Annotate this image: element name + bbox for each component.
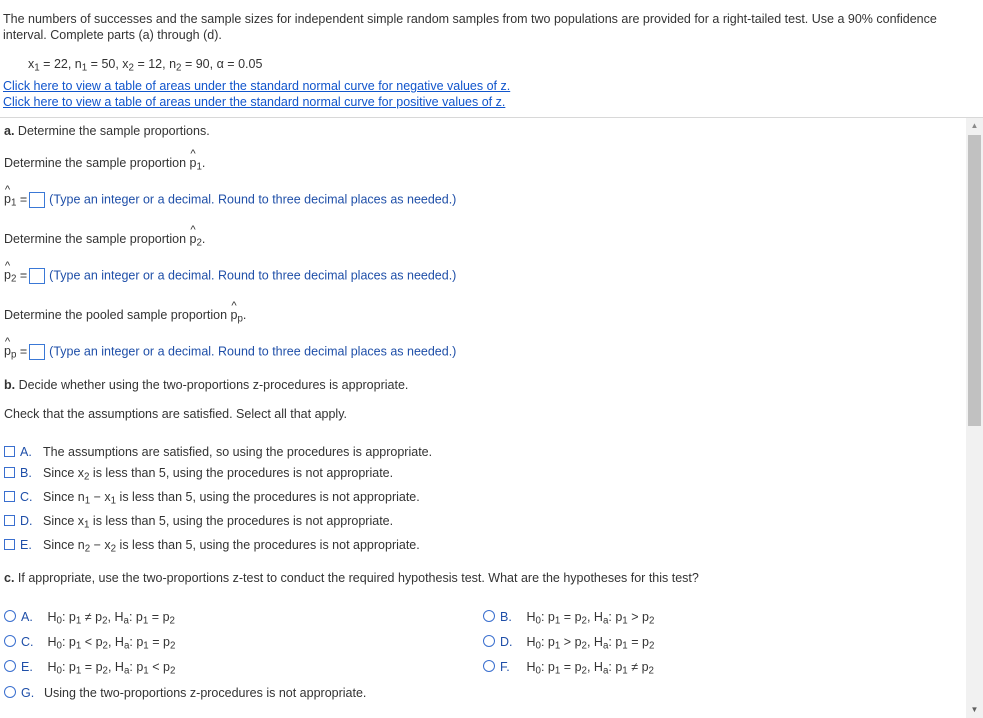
p2-answer-row: ^ $p_2$ = (Type an integer or a decimal. Round to three decimal places as needed.)	[4, 268, 456, 285]
positive-z-table-link[interactable]: Click here to view a table of areas under the standard normal curve for positive values of z.	[3, 95, 506, 109]
part-c-heading: c. If appropriate, use the two-proportions z-test to conduct the required hypothesis test. What are the hypotheses for this test?	[4, 571, 699, 585]
given-parameters: $x_1 = 22$, $n_1 = 50$, $x_2 = 12$, $n_2 = 90$, α = 0.05	[28, 57, 263, 74]
check-option-c[interactable]: C. Since $n_1 - x_1$ is less than 5, using the procedures is not appropriate.	[4, 490, 420, 506]
checkbox[interactable]	[4, 515, 15, 526]
radio[interactable]	[4, 686, 16, 698]
radio-option-c[interactable]: C. $H_0$: $p_1 < p_2$, $H_a$: $p_1 = p_2$	[4, 635, 175, 651]
radio-option-e[interactable]: E. $H_0$: $p_1 = p_2$, $H_a$: $p_1 < p_2$	[4, 660, 175, 676]
question-intro: The numbers of successes and the sample sizes for independent simple random samples from two populations are provided for a right-tailed test. Use a 90% confidence interval. Complete parts (a) through (d).	[3, 12, 937, 42]
radio[interactable]	[4, 610, 16, 622]
p2-prompt: Determine the sample proportion ^ $p_2$.	[4, 232, 205, 248]
radio[interactable]	[4, 660, 16, 672]
radio-option-f[interactable]: F. $H_0$: $p_1 = p_2$, $H_a$: $p_1 \ne p_2$	[483, 660, 654, 676]
pp-prompt: Determine the pooled sample proportion ^ $p_p$.	[4, 308, 246, 324]
scroll-thumb[interactable]	[968, 135, 981, 426]
radio-option-a[interactable]: A. $H_0$: $p_1 \ne p_2$, $H_a$: $p_1 = p_2$	[4, 610, 175, 626]
pp-answer-row: ^ $p_p$ = (Type an integer or a decimal. Round to three decimal places as needed.)	[4, 344, 456, 361]
p1-prompt: Determine the sample proportion ^ $p_1$.	[4, 156, 205, 172]
p1-input[interactable]	[29, 192, 45, 208]
radio-option-g[interactable]: G. Using the two-proportions z-procedures is not appropriate.	[4, 686, 366, 700]
vertical-scrollbar[interactable]	[966, 118, 983, 718]
check-option-d[interactable]: D. Since $x_1$ is less than 5, using the procedures is not appropriate.	[4, 514, 393, 530]
radio-option-b[interactable]: B. $H_0$: $p_1 = p_2$, $H_a$: $p_1 > p_2$	[483, 610, 654, 626]
question-content	[0, 118, 966, 718]
checkbox[interactable]	[4, 491, 15, 502]
radio[interactable]	[483, 660, 495, 672]
check-option-b[interactable]: B. Since $x_2$ is less than 5, using the procedures is not appropriate.	[4, 466, 393, 482]
check-option-a[interactable]: A. The assumptions are satisfied, so using the procedures is appropriate.	[4, 445, 432, 459]
pp-input[interactable]	[29, 344, 45, 360]
p1-answer-row: ^ $p_1$ = (Type an integer or a decimal. Round to three decimal places as needed.)	[4, 192, 456, 209]
checkbox[interactable]	[4, 446, 15, 457]
negative-z-table-link[interactable]: Click here to view a table of areas under the standard normal curve for negative values of z.	[3, 79, 511, 93]
part-b-heading: b. Decide whether using the two-proportions z-procedures is appropriate.	[4, 378, 409, 392]
radio[interactable]	[4, 635, 16, 647]
checkbox[interactable]	[4, 539, 15, 550]
part-b-instruction: Check that the assumptions are satisfied. Select all that apply.	[4, 407, 348, 421]
p2-input[interactable]	[29, 268, 45, 284]
checkbox[interactable]	[4, 467, 15, 478]
radio-option-d[interactable]: D. $H_0$: $p_1 > p_2$, $H_a$: $p_1 = p_2$	[483, 635, 654, 651]
radio[interactable]	[483, 635, 495, 647]
scroll-down-arrow-icon[interactable]: ▼	[970, 705, 979, 714]
check-option-e[interactable]: E. Since $n_2 - x_2$ is less than 5, using the procedures is not appropriate.	[4, 538, 420, 554]
radio[interactable]	[483, 610, 495, 622]
scroll-up-arrow-icon[interactable]: ▲	[970, 121, 979, 130]
part-a-heading: a. Determine the sample proportions.	[4, 124, 210, 138]
